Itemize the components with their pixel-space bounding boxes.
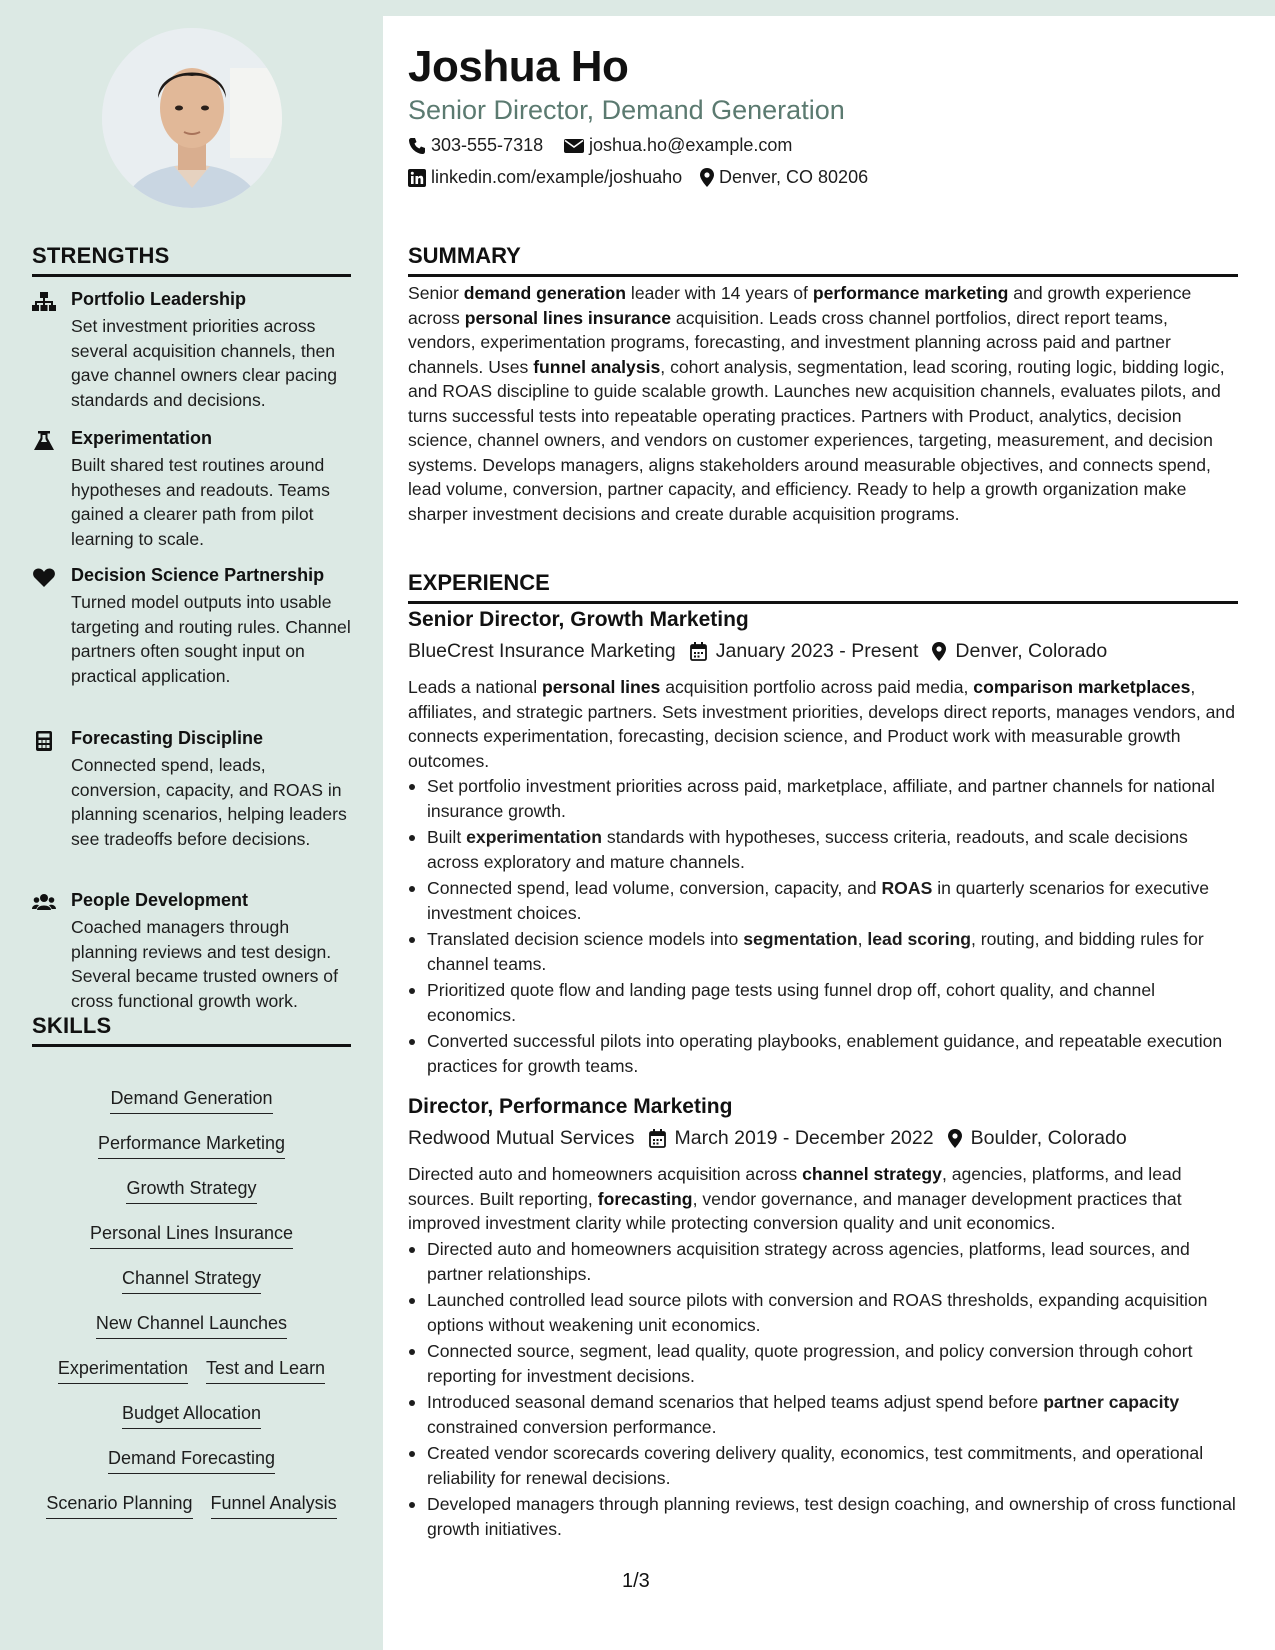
skill-row [32, 1358, 351, 1384]
text-run: Prioritized quote flow and landing page tests using funnel drop off, cohort quality, and channel economics. [427, 980, 1156, 1025]
text-run: Developed managers through planning reviews, test design coaching, and ownership of cross functional growth initiatives. [427, 1494, 1236, 1539]
text-run: acquisition. Leads cross channel portfolios, direct report teams, vendors, experimentation programs, forecasting, and investment planning across paid and partner channels. Uses [408, 307, 1171, 377]
skill-tag: Demand Generation [110, 1088, 272, 1114]
text-run: Leads a national [408, 677, 543, 697]
text-run: in quarterly scenarios for executive investment choices. [427, 878, 1210, 923]
bullet-item [408, 1390, 1240, 1439]
emphasis-text: partner capacity [1043, 1392, 1180, 1412]
linkedin-contact[interactable] [408, 167, 682, 188]
skill-tag: Personal Lines Insurance [90, 1223, 293, 1249]
envelope-icon [564, 138, 584, 154]
bullet-item [408, 1288, 1240, 1337]
emphasis-text: funnel analysis [533, 356, 661, 377]
calculator-icon [32, 731, 56, 751]
candidate-name: Joshua Ho [408, 42, 629, 91]
text-run: Introduced seasonal demand scenarios that helped teams adjust spend before [427, 1392, 1044, 1412]
job-location: Boulder, Colorado [970, 1127, 1127, 1149]
text-run: , [857, 929, 868, 949]
location-contact [700, 167, 868, 188]
text-run: , cohort analysis, segmentation, lead scoring, routing logic, bidding logic, and ROAS discipline to guide scalable growth. Launches new acquisition channels, evaluates pilots, and turns successful tests into repeatable operating practices. Partners with Product, analytics, decision science, channel owners, and vendors on customer experiences, targeting, measurement, and decision systems. Develops managers, aligns stakeholders around measurable objectives, and connects spend, lead volume, conversion, partner capacity, and efficiency. Ready to help a growth organization make sharper investment decisions and create durable acquisition programs. [408, 356, 1225, 524]
skill-row [32, 1448, 351, 1474]
job-meta [408, 640, 1107, 663]
skill-tag: Budget Allocation [122, 1403, 261, 1429]
skill-tag: Scenario Planning [46, 1493, 192, 1519]
job-dates: March 2019 - December 2022 [674, 1127, 934, 1149]
bullet-item [408, 1441, 1240, 1490]
strength-title: Portfolio Leadership [71, 289, 247, 309]
phone-contact[interactable] [408, 135, 543, 156]
text-run: Directed auto and homeowners acquisition across [408, 1164, 803, 1184]
heart-icon [32, 568, 56, 588]
skill-tag: Demand Forecasting [108, 1448, 275, 1474]
bullet-item [408, 1237, 1240, 1286]
skill-row [32, 1403, 351, 1429]
skill-row [32, 1313, 351, 1339]
job-summary [408, 675, 1240, 773]
bullet-item [408, 1339, 1240, 1388]
bullet-item [408, 927, 1240, 976]
text-run: and growth experience across [408, 283, 1192, 328]
text-run: Launched controlled lead source pilots with conversion and ROAS thresholds, expanding acquisition options without weakening unit economics. [427, 1290, 1208, 1335]
skill-tag: New Channel Launches [96, 1313, 287, 1339]
users-icon [32, 893, 56, 913]
emphasis-text: performance marketing [812, 283, 1009, 303]
job-title: Director, Performance Marketing [408, 1095, 733, 1118]
emphasis-text: demand generation [463, 283, 627, 303]
experience-heading: EXPERIENCE [408, 570, 1238, 604]
map-pin-icon [932, 642, 946, 661]
skill-tag: Experimentation [58, 1358, 188, 1384]
skills-heading: SKILLS [32, 1013, 351, 1047]
text-run: , agencies, platforms, and lead sources. Built reporting, [408, 1164, 1182, 1209]
sitemap-icon [32, 292, 56, 312]
skill-tag: Growth Strategy [126, 1178, 256, 1204]
candidate-title: Senior Director, Demand Generation [408, 95, 845, 125]
strength-title: Decision Science Partnership [71, 565, 325, 585]
text-run: Connected source, segment, lead quality, quote progression, and policy conversion through cohort reporting for investment decisions. [427, 1341, 1193, 1386]
text-run: Built [427, 827, 467, 847]
skill-row [32, 1493, 351, 1519]
skill-tag: Test and Learn [206, 1358, 325, 1384]
location-text: Denver, CO 80206 [719, 167, 869, 187]
linkedin-url: linkedin.com/example/joshuaho [431, 167, 683, 187]
strength-title: People Development [71, 890, 249, 910]
job-bullets [408, 774, 1240, 1080]
job-company: Redwood Mutual Services [408, 1127, 635, 1149]
text-run: , vendor governance, and manager development practices that improved investment clarity while protecting conversion quality and unit economics. [408, 1188, 1182, 1233]
map-pin-icon [948, 1129, 962, 1148]
text-run: Directed auto and homeowners acquisition strategy across agencies, platforms, lead sources, and partner relationships. [427, 1239, 1190, 1284]
skill-tag: Channel Strategy [122, 1268, 261, 1294]
emphasis-text: lead scoring [867, 929, 972, 949]
strength-title: Experimentation [71, 428, 213, 448]
emphasis-text: personal lines insurance [464, 307, 672, 328]
bullet-item [408, 1029, 1240, 1078]
text-run: Senior [408, 283, 464, 303]
strength-description: Coached managers through planning reviews and test design. Several became trusted owners of cross functional growth work. [71, 917, 338, 1011]
phone-number: 303-555-7318 [431, 135, 544, 155]
emphasis-text: ROAS [881, 878, 933, 898]
summary-heading: SUMMARY [408, 243, 1238, 277]
emphasis-text: segmentation [743, 929, 858, 949]
phone-icon [408, 137, 426, 155]
linkedin-icon [408, 169, 426, 187]
strength-description: Connected spend, leads, conversion, capacity, and ROAS in planning scenarios, helping leaders see tradeoffs before decisions. [71, 755, 347, 849]
page-number: 1/3 [622, 1570, 650, 1592]
job-bullets [408, 1237, 1240, 1543]
calendar-icon [690, 642, 707, 661]
job-company: BlueCrest Insurance Marketing [408, 640, 676, 662]
skill-row [32, 1268, 351, 1294]
email-contact[interactable] [564, 135, 792, 156]
text-run: , affiliates, and strategic partners. Sets investment priorities, develops direct reports, manages vendors, and connects experimentation, forecasting, decision science, and Product work with measurable growth outcomes. [408, 677, 1236, 771]
strengths-heading: STRENGTHS [32, 243, 351, 277]
text-run: standards with hypotheses, success criteria, readouts, and scale decisions across exploratory and mature channels. [427, 827, 1188, 872]
strength-description: Turned model outputs into usable targeting and routing rules. Channel partners often sought input on practical application. [71, 592, 351, 686]
job-meta [408, 1127, 1127, 1150]
emphasis-text: personal lines [542, 677, 661, 697]
bullet-item [408, 978, 1240, 1027]
text-run: Translated decision science models into [427, 929, 744, 949]
flask-icon [32, 431, 56, 451]
emphasis-text: experimentation [466, 827, 603, 847]
text-run: , routing, and bidding rules for channel teams. [427, 929, 1204, 974]
bullet-item [408, 1492, 1240, 1541]
bullet-item [408, 876, 1240, 925]
summary-paragraph [408, 281, 1240, 526]
skill-row [32, 1133, 351, 1159]
job-summary [408, 1162, 1240, 1236]
emphasis-text: comparison marketplaces [973, 677, 1191, 697]
job-title: Senior Director, Growth Marketing [408, 608, 749, 631]
bullet-item [408, 825, 1240, 874]
strength-title: Forecasting Discipline [71, 728, 264, 748]
text-run: leader with 14 years of [626, 283, 813, 303]
job-location: Denver, Colorado [955, 640, 1108, 662]
skill-row [32, 1178, 351, 1204]
emphasis-text: forecasting [597, 1188, 693, 1209]
profile-photo [102, 28, 282, 208]
text-run: acquisition portfolio across paid media, [660, 677, 974, 697]
emphasis-text: channel strategy [802, 1164, 942, 1184]
strength-description: Built shared test routines around hypotheses and readouts. Teams gained a clearer path from pilot learning to scale. [71, 455, 330, 549]
map-pin-icon [700, 168, 714, 187]
strength-description: Set investment priorities across several acquisition channels, then gave channel owners clear pacing standards and decisions. [71, 316, 338, 410]
bullet-item [408, 774, 1240, 823]
calendar-icon [649, 1129, 666, 1148]
skill-row [32, 1088, 351, 1114]
text-run: constrained conversion performance. [427, 1416, 717, 1437]
skill-tag: Performance Marketing [98, 1133, 285, 1159]
job-dates: January 2023 - Present [715, 640, 919, 662]
text-run: Set portfolio investment priorities across paid, marketplace, affiliate, and partner channels for national insurance growth. [427, 776, 1215, 821]
skill-tag: Funnel Analysis [211, 1493, 337, 1519]
skill-row [32, 1223, 351, 1249]
email-address: joshua.ho@example.com [589, 135, 793, 155]
text-run: Connected spend, lead volume, conversion, capacity, and [427, 878, 882, 898]
text-run: Converted successful pilots into operating playbooks, enablement guidance, and repeatable execution practices for growth teams. [427, 1031, 1223, 1076]
text-run: Created vendor scorecards covering delivery quality, economics, test commitments, and operational reliability for renewal decisions. [427, 1443, 1204, 1488]
